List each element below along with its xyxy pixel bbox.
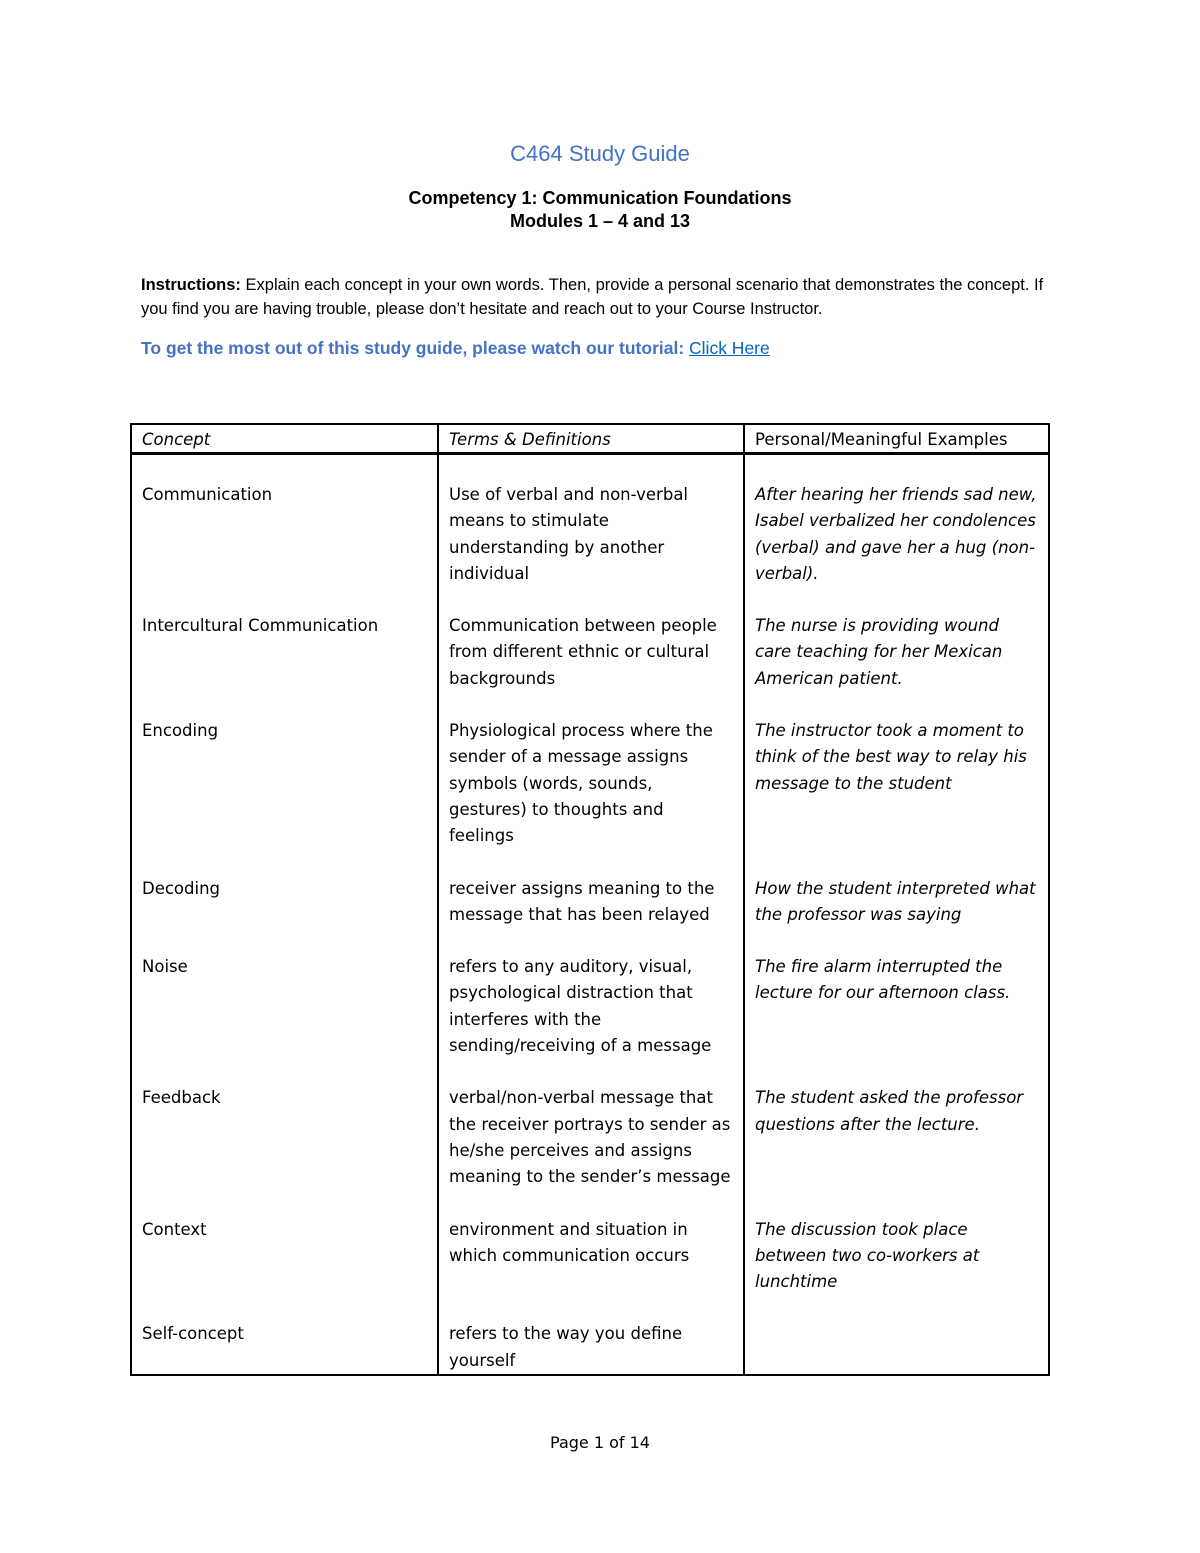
table-row <box>131 1321 1049 1375</box>
concept-cell: Intercultural Communication <box>131 613 438 692</box>
tutorial-link[interactable]: Click Here <box>689 338 770 358</box>
example-cell: The discussion took place between two co-workers at lunchtime <box>744 1217 1049 1296</box>
tutorial-line <box>141 338 770 359</box>
table-row <box>131 718 1049 849</box>
definition-cell: refers to any auditory, visual, psychological distraction that interferes with the sending/receiving of a message <box>438 954 744 1059</box>
example-cell <box>744 1321 1049 1375</box>
table-row <box>131 1085 1049 1190</box>
table-row <box>131 876 1049 929</box>
header-concept: Concept <box>131 424 438 454</box>
header-examples: Personal/Meaningful Examples <box>744 424 1049 454</box>
example-cell: The fire alarm interrupted the lecture for our afternoon class. <box>744 954 1049 1059</box>
instructions-paragraph <box>141 273 1051 321</box>
concept-cell: Self-concept <box>131 1321 438 1375</box>
example-cell: After hearing her friends sad new, Isabel verbalized her condolences (verbal) and gave her a hug (non-verbal). <box>744 454 1049 588</box>
document-title: C464 Study Guide <box>510 141 690 166</box>
table-row <box>131 954 1049 1059</box>
concept-cell: Encoding <box>131 718 438 849</box>
concept-cell: Feedback <box>131 1085 438 1190</box>
concept-cell: Context <box>131 1217 438 1296</box>
header-terms-definitions: Terms & Definitions <box>438 424 744 454</box>
instructions-label: Instructions: <box>141 276 241 294</box>
definition-cell: Physiological process where the sender of a message assigns symbols (words, sounds, gestures) to thoughts and feelings <box>438 718 744 849</box>
definition-cell: refers to the way you define yourself <box>438 1321 744 1375</box>
page-number: Page 1 of 14 <box>550 1433 650 1452</box>
instructions-text: Explain each concept in your own words. Then, provide a personal scenario that demonstrates the concept. If you find you are having trouble, please don’t hesitate and reach out to your Course Instructor. <box>141 276 1044 318</box>
table-row <box>131 454 1049 588</box>
table-header-row <box>131 424 1049 454</box>
concept-cell: Communication <box>131 454 438 588</box>
concept-cell: Decoding <box>131 876 438 929</box>
tutorial-text: To get the most out of this study guide, please watch our tutorial: <box>141 338 690 358</box>
example-cell: The instructor took a moment to think of the best way to relay his message to the student <box>744 718 1049 849</box>
concept-cell: Noise <box>131 954 438 1059</box>
modules-heading: Modules 1 – 4 and 13 <box>509 211 691 231</box>
definition-cell: Use of verbal and non-verbal means to stimulate understanding by another individual <box>438 454 744 588</box>
example-cell: The nurse is providing wound care teaching for her Mexican American patient. <box>744 613 1049 692</box>
example-cell: How the student interpreted what the professor was saying <box>744 876 1049 929</box>
study-guide-table <box>130 423 1050 1376</box>
competency-heading: Competency 1: Communication Foundations <box>408 188 792 208</box>
table-row <box>131 1217 1049 1296</box>
definition-cell: receiver assigns meaning to the message that has been relayed <box>438 876 744 929</box>
definition-cell: Communication between people from different ethnic or cultural backgrounds <box>438 613 744 692</box>
definition-cell: environment and situation in which communication occurs <box>438 1217 744 1296</box>
table-row <box>131 613 1049 692</box>
definition-cell: verbal/non-verbal message that the receiver portrays to sender as he/she perceives and assigns meaning to the sender’s message <box>438 1085 744 1190</box>
example-cell: The student asked the professor questions after the lecture. <box>744 1085 1049 1190</box>
